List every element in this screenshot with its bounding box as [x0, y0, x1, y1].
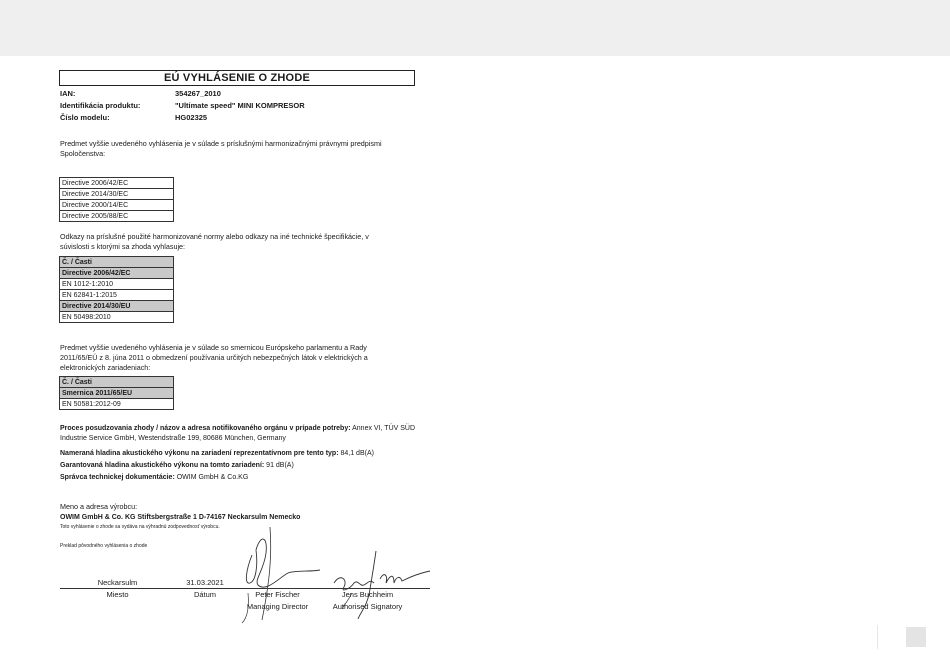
pager-separator — [877, 625, 878, 649]
ian-label: IAN: — [60, 89, 76, 98]
signer2-name: Jens Buchheim — [341, 590, 394, 599]
standard-row: EN 50498:2010 — [60, 312, 174, 323]
rohs-group: Smernica 2011/65/EU — [60, 388, 174, 399]
responsibility-note: Toto vyhlásenie o zhode sa vydáva na výhradnú zodpovednosť výrobcu. — [60, 524, 220, 530]
model-value: HG02325 — [175, 113, 208, 122]
standards-table — [59, 256, 174, 323]
place-value: Neckarsulm — [97, 578, 138, 587]
signer1-role: Managing Director — [246, 602, 309, 611]
place-label: Miesto — [106, 590, 129, 599]
signature-fischer-icon — [240, 525, 340, 625]
signature-buchheim-icon — [330, 545, 435, 625]
procedure-value: Annex VI, TÜV SÜD Industrie Service GmbH, Westendstraße 199, 80686 München, Germany — [60, 425, 416, 442]
signer1-name: Peter Fischer — [255, 590, 300, 599]
date-value: 31.03.2021 — [186, 578, 224, 587]
directive-row: Directive 2006/42/EC — [60, 178, 174, 189]
date-label: Dátum — [193, 590, 217, 599]
ian-value: 354267_2010 — [175, 89, 221, 98]
guaranteed-label: Garantovaná hladina akustického výkonu na tomto zariadení: — [60, 462, 265, 469]
guaranteed-line — [60, 461, 440, 471]
signer2-role: Authorised Signatory — [332, 602, 403, 611]
standard-row: EN 1012-1:2010 — [60, 279, 174, 290]
page-nav-button[interactable] — [906, 627, 926, 647]
product-value: "Ultimate speed" MINI KOMPRESOR — [175, 101, 305, 110]
guaranteed-value: 91 dB(A) — [266, 462, 294, 469]
directive-row: Directive 2005/88/EC — [60, 211, 174, 222]
translation-note: Preklad pôvodného vyhlásenia o zhode — [60, 543, 148, 549]
procedure-label: Proces posudzovania zhody / názov a adresa notifikovaného orgánu v prípade potreby: — [60, 425, 351, 432]
standard-row: EN 62841-1:2015 — [60, 290, 174, 301]
rohs-header: Č. / Časti — [60, 377, 174, 388]
docs-label: Správca technickej dokumentácie: — [60, 474, 175, 481]
manufacturer-label: Meno a adresa výrobcu: — [60, 502, 138, 511]
directive-row: Directive 2000/14/EC — [60, 200, 174, 211]
standards-header: Č. / Časti — [60, 257, 174, 268]
rohs-paragraph: Predmet vyššie uvedeného vyhlásenia je v súlade so smernicou Európskeho parlamentu a Rady 2011/65/EÚ z 8. júna 2011 o obmedzení používania určitých nebezpečných látok v elektrických a elektronických zariadeniach: — [60, 343, 368, 372]
procedure-line — [60, 424, 440, 444]
standards-paragraph: Odkazy na príslušné použité harmonizované normy alebo odkazy na iné technické špecifikácie, v súvislosti s ktorými sa zhoda vyhlasuje: — [60, 232, 369, 251]
measured-line — [60, 449, 440, 459]
rohs-row: EN 50581:2012-09 — [60, 399, 174, 410]
standards-group: Directive 2014/30/EU — [60, 301, 174, 312]
manufacturer-address: OWIM GmbH & Co. KG Stiftsbergstraße 1 D-74167 Neckarsulm Nemecko — [60, 514, 301, 521]
docs-value: OWIM GmbH & Co.KG — [176, 474, 249, 481]
product-label: Identifikácia produktu: — [60, 101, 141, 110]
document-title: EÚ VYHLÁSENIE O ZHODE — [59, 70, 415, 86]
measured-label: Nameraná hladina akustického výkonu na zariadení reprezentatívnom pre tento typ: — [60, 450, 339, 457]
rohs-table — [59, 376, 174, 410]
compliance-paragraph: Predmet vyššie uvedeného vyhlásenia je v súlade s príslušnými harmonizačnými právnymi predpismi Spoločenstva: — [60, 139, 382, 158]
model-label: Číslo modelu: — [60, 113, 110, 122]
directives-table — [59, 177, 174, 222]
measured-value: 84,1 dB(A) — [340, 450, 374, 457]
directive-row: Directive 2014/30/EC — [60, 189, 174, 200]
standards-group: Directive 2006/42/EC — [60, 268, 174, 279]
docs-line — [60, 473, 440, 483]
